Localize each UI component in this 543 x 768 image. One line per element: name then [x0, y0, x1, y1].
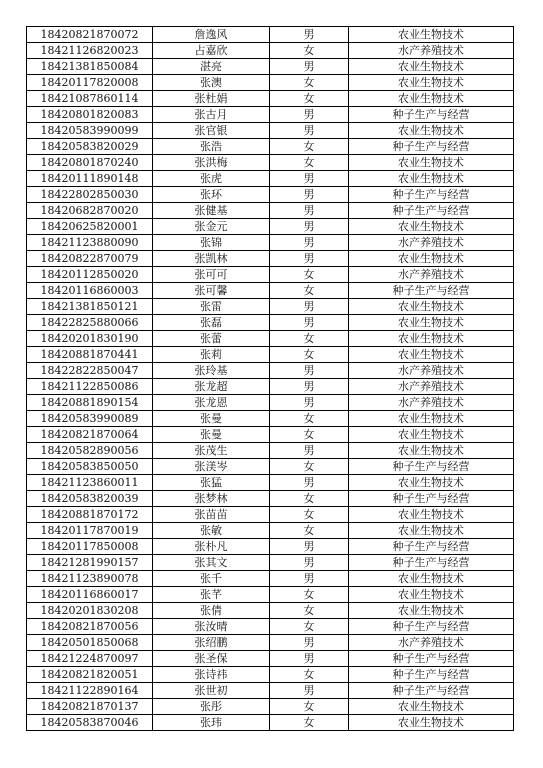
- major-cell: 种子生产与经营: [349, 667, 514, 683]
- student-id-cell: 18420821820051: [27, 667, 153, 683]
- student-id-cell: 18420881870172: [27, 507, 153, 523]
- gender-cell: 男: [270, 651, 349, 667]
- table-row: [27, 187, 514, 203]
- major-cell: 农业生物技术: [349, 411, 514, 427]
- student-id-cell: 18421087860114: [27, 91, 153, 107]
- student-id-cell: 18421122850086: [27, 379, 153, 395]
- gender-cell: 男: [270, 539, 349, 555]
- gender-cell: 男: [270, 571, 349, 587]
- major-cell: 农业生物技术: [349, 251, 514, 267]
- major-cell: 种子生产与经营: [349, 619, 514, 635]
- student-name-cell: 占嘉欣: [153, 43, 270, 59]
- gender-cell: 男: [270, 299, 349, 315]
- gender-cell: 男: [270, 187, 349, 203]
- major-cell: 农业生物技术: [349, 603, 514, 619]
- student-id-cell: 18421122890164: [27, 683, 153, 699]
- table-row: [27, 491, 514, 507]
- student-name-cell: 张玲基: [153, 363, 270, 379]
- table-row: [27, 411, 514, 427]
- student-name-cell: 张诗祎: [153, 667, 270, 683]
- student-id-cell: 18420682870020: [27, 203, 153, 219]
- major-cell: 农业生物技术: [349, 571, 514, 587]
- major-cell: 农业生物技术: [349, 347, 514, 363]
- gender-cell: 男: [270, 683, 349, 699]
- student-id-cell: 18420583820029: [27, 139, 153, 155]
- table-row: [27, 235, 514, 251]
- student-name-cell: 张千: [153, 571, 270, 587]
- table-row: [27, 27, 514, 43]
- gender-cell: 女: [270, 91, 349, 107]
- roster-body: [27, 27, 514, 731]
- student-name-cell: 张浩: [153, 139, 270, 155]
- major-cell: 农业生物技术: [349, 219, 514, 235]
- student-id-cell: 18420582890056: [27, 443, 153, 459]
- gender-cell: 女: [270, 587, 349, 603]
- gender-cell: 女: [270, 603, 349, 619]
- student-name-cell: 张苗苗: [153, 507, 270, 523]
- gender-cell: 男: [270, 555, 349, 571]
- major-cell: 水产养殖技术: [349, 235, 514, 251]
- table-row: [27, 91, 514, 107]
- major-cell: 农业生物技术: [349, 699, 514, 715]
- student-name-cell: 张锦: [153, 235, 270, 251]
- gender-cell: 男: [270, 443, 349, 459]
- gender-cell: 女: [270, 43, 349, 59]
- student-id-cell: 18420111890148: [27, 171, 153, 187]
- table-row: [27, 267, 514, 283]
- gender-cell: 女: [270, 491, 349, 507]
- student-id-cell: 18420583820039: [27, 491, 153, 507]
- student-id-cell: 18422802850030: [27, 187, 153, 203]
- table-row: [27, 171, 514, 187]
- student-name-cell: 张梦林: [153, 491, 270, 507]
- major-cell: 农业生物技术: [349, 443, 514, 459]
- major-cell: 农业生物技术: [349, 91, 514, 107]
- student-name-cell: 张洪梅: [153, 155, 270, 171]
- student-name-cell: 张曼: [153, 427, 270, 443]
- gender-cell: 男: [270, 203, 349, 219]
- student-id-cell: 18420801870240: [27, 155, 153, 171]
- student-id-cell: 18421126820023: [27, 43, 153, 59]
- major-cell: 种子生产与经营: [349, 491, 514, 507]
- table-row: [27, 315, 514, 331]
- major-cell: 水产养殖技术: [349, 635, 514, 651]
- table-row: [27, 299, 514, 315]
- table-row: [27, 59, 514, 75]
- student-name-cell: 张蕾: [153, 331, 270, 347]
- major-cell: 种子生产与经营: [349, 203, 514, 219]
- major-cell: 农业生物技术: [349, 155, 514, 171]
- major-cell: 农业生物技术: [349, 427, 514, 443]
- table-row: [27, 43, 514, 59]
- major-cell: 农业生物技术: [349, 59, 514, 75]
- student-id-cell: 18420881870441: [27, 347, 153, 363]
- major-cell: 农业生物技术: [349, 123, 514, 139]
- student-name-cell: 张汝晴: [153, 619, 270, 635]
- student-id-cell: 18420583850050: [27, 459, 153, 475]
- table-row: [27, 619, 514, 635]
- gender-cell: 男: [270, 635, 349, 651]
- gender-cell: 女: [270, 155, 349, 171]
- table-row: [27, 443, 514, 459]
- student-id-cell: 18421123890078: [27, 571, 153, 587]
- major-cell: 农业生物技术: [349, 75, 514, 91]
- student-name-cell: 张敏: [153, 523, 270, 539]
- student-id-cell: 18421224870097: [27, 651, 153, 667]
- major-cell: 农业生物技术: [349, 315, 514, 331]
- student-id-cell: 18421381850121: [27, 299, 153, 315]
- table-row: [27, 123, 514, 139]
- major-cell: 种子生产与经营: [349, 283, 514, 299]
- gender-cell: 女: [270, 411, 349, 427]
- major-cell: 水产养殖技术: [349, 379, 514, 395]
- student-id-cell: 18421381850084: [27, 59, 153, 75]
- student-name-cell: 张雷: [153, 299, 270, 315]
- table-row: [27, 475, 514, 491]
- major-cell: 种子生产与经营: [349, 107, 514, 123]
- student-name-cell: 张世初: [153, 683, 270, 699]
- student-id-cell: 18421281990157: [27, 555, 153, 571]
- gender-cell: 女: [270, 347, 349, 363]
- gender-cell: 女: [270, 619, 349, 635]
- student-name-cell: 张猛: [153, 475, 270, 491]
- table-row: [27, 363, 514, 379]
- gender-cell: 女: [270, 283, 349, 299]
- student-id-cell: 18420583990099: [27, 123, 153, 139]
- student-name-cell: 张金元: [153, 219, 270, 235]
- student-id-cell: 18420821870072: [27, 27, 153, 43]
- student-id-cell: 18422822850047: [27, 363, 153, 379]
- gender-cell: 男: [270, 123, 349, 139]
- major-cell: 农业生物技术: [349, 331, 514, 347]
- student-name-cell: 张杜娟: [153, 91, 270, 107]
- gender-cell: 女: [270, 715, 349, 731]
- gender-cell: 男: [270, 171, 349, 187]
- major-cell: 农业生物技术: [349, 523, 514, 539]
- gender-cell: 女: [270, 667, 349, 683]
- table-row: [27, 459, 514, 475]
- table-row: [27, 251, 514, 267]
- table-row: [27, 331, 514, 347]
- student-name-cell: 张磊: [153, 315, 270, 331]
- student-name-cell: 张健基: [153, 203, 270, 219]
- student-name-cell: 张古月: [153, 107, 270, 123]
- student-name-cell: 张龙恩: [153, 395, 270, 411]
- student-name-cell: 张圣保: [153, 651, 270, 667]
- student-id-cell: 18421123860011: [27, 475, 153, 491]
- student-id-cell: 18420801820083: [27, 107, 153, 123]
- gender-cell: 男: [270, 59, 349, 75]
- gender-cell: 男: [270, 235, 349, 251]
- student-name-cell: 张虎: [153, 171, 270, 187]
- gender-cell: 女: [270, 699, 349, 715]
- major-cell: 农业生物技术: [349, 27, 514, 43]
- student-name-cell: 张官银: [153, 123, 270, 139]
- major-cell: 农业生物技术: [349, 299, 514, 315]
- student-name-cell: 张彤: [153, 699, 270, 715]
- gender-cell: 女: [270, 507, 349, 523]
- table-row: [27, 75, 514, 91]
- gender-cell: 女: [270, 331, 349, 347]
- student-id-cell: 18420822870079: [27, 251, 153, 267]
- student-id-cell: 18420116860017: [27, 587, 153, 603]
- major-cell: 农业生物技术: [349, 715, 514, 731]
- major-cell: 水产养殖技术: [349, 43, 514, 59]
- student-id-cell: 18421123880090: [27, 235, 153, 251]
- student-name-cell: 张倩: [153, 603, 270, 619]
- table-row: [27, 203, 514, 219]
- gender-cell: 男: [270, 395, 349, 411]
- student-name-cell: 张环: [153, 187, 270, 203]
- table-row: [27, 507, 514, 523]
- table-row: [27, 347, 514, 363]
- table-row: [27, 635, 514, 651]
- student-id-cell: 18420821870056: [27, 619, 153, 635]
- major-cell: 种子生产与经营: [349, 555, 514, 571]
- student-name-cell: 湛亮: [153, 59, 270, 75]
- student-id-cell: 18420583870046: [27, 715, 153, 731]
- major-cell: 水产养殖技术: [349, 363, 514, 379]
- student-name-cell: 张莉: [153, 347, 270, 363]
- table-row: [27, 571, 514, 587]
- gender-cell: 男: [270, 219, 349, 235]
- student-name-cell: 张芊: [153, 587, 270, 603]
- table-row: [27, 139, 514, 155]
- student-name-cell: 张茂生: [153, 443, 270, 459]
- gender-cell: 男: [270, 379, 349, 395]
- student-id-cell: 18420116860003: [27, 283, 153, 299]
- student-id-cell: 18420112850020: [27, 267, 153, 283]
- table-row: [27, 603, 514, 619]
- table-row: [27, 539, 514, 555]
- major-cell: 农业生物技术: [349, 587, 514, 603]
- table-row: [27, 523, 514, 539]
- student-name-cell: 詹逸风: [153, 27, 270, 43]
- gender-cell: 男: [270, 315, 349, 331]
- student-name-cell: 张绍鹏: [153, 635, 270, 651]
- gender-cell: 男: [270, 475, 349, 491]
- major-cell: 种子生产与经营: [349, 539, 514, 555]
- student-name-cell: 张龙超: [153, 379, 270, 395]
- gender-cell: 女: [270, 459, 349, 475]
- gender-cell: 男: [270, 363, 349, 379]
- student-name-cell: 张曼: [153, 411, 270, 427]
- major-cell: 种子生产与经营: [349, 139, 514, 155]
- table-row: [27, 395, 514, 411]
- student-id-cell: 18420117820008: [27, 75, 153, 91]
- gender-cell: 男: [270, 251, 349, 267]
- student-name-cell: 张可馨: [153, 283, 270, 299]
- student-id-cell: 18420583990089: [27, 411, 153, 427]
- major-cell: 水产养殖技术: [349, 395, 514, 411]
- student-id-cell: 18420501850068: [27, 635, 153, 651]
- student-id-cell: 18422825880066: [27, 315, 153, 331]
- student-id-cell: 18420201830190: [27, 331, 153, 347]
- major-cell: 种子生产与经营: [349, 651, 514, 667]
- table-row: [27, 651, 514, 667]
- gender-cell: 女: [270, 523, 349, 539]
- table-row: [27, 683, 514, 699]
- table-row: [27, 427, 514, 443]
- table-row: [27, 667, 514, 683]
- student-name-cell: 张渼岑: [153, 459, 270, 475]
- table-row: [27, 715, 514, 731]
- gender-cell: 女: [270, 267, 349, 283]
- student-id-cell: 18420117850008: [27, 539, 153, 555]
- student-id-cell: 18420821870064: [27, 427, 153, 443]
- gender-cell: 女: [270, 139, 349, 155]
- table-row: [27, 219, 514, 235]
- gender-cell: 男: [270, 27, 349, 43]
- gender-cell: 女: [270, 75, 349, 91]
- major-cell: 水产养殖技术: [349, 267, 514, 283]
- table-row: [27, 155, 514, 171]
- table-row: [27, 699, 514, 715]
- student-id-cell: 18420625820001: [27, 219, 153, 235]
- student-name-cell: 张澳: [153, 75, 270, 91]
- student-name-cell: 张可可: [153, 267, 270, 283]
- student-id-cell: 18420821870137: [27, 699, 153, 715]
- student-name-cell: 张凯林: [153, 251, 270, 267]
- major-cell: 种子生产与经营: [349, 683, 514, 699]
- gender-cell: 男: [270, 107, 349, 123]
- student-name-cell: 张其文: [153, 555, 270, 571]
- major-cell: 种子生产与经营: [349, 187, 514, 203]
- table-row: [27, 107, 514, 123]
- table-row: [27, 555, 514, 571]
- table-row: [27, 379, 514, 395]
- major-cell: 农业生物技术: [349, 507, 514, 523]
- student-id-cell: 18420117870019: [27, 523, 153, 539]
- gender-cell: 女: [270, 427, 349, 443]
- table-row: [27, 283, 514, 299]
- major-cell: 农业生物技术: [349, 171, 514, 187]
- student-name-cell: 张玮: [153, 715, 270, 731]
- major-cell: 农业生物技术: [349, 475, 514, 491]
- major-cell: 种子生产与经营: [349, 459, 514, 475]
- student-id-cell: 18420881890154: [27, 395, 153, 411]
- student-roster-table: [26, 26, 514, 731]
- table-row: [27, 587, 514, 603]
- student-name-cell: 张朴凡: [153, 539, 270, 555]
- student-id-cell: 18420201830208: [27, 603, 153, 619]
